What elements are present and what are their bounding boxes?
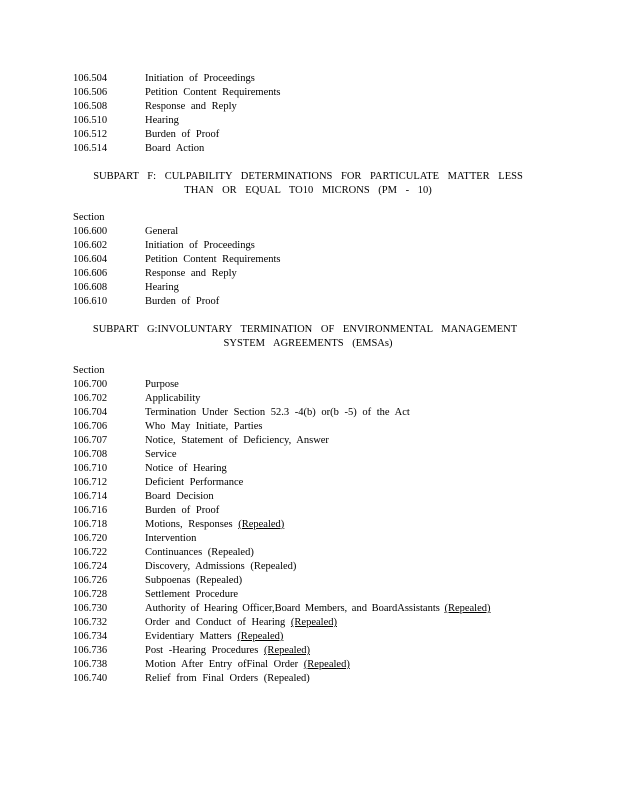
section-number: 106.710 — [73, 463, 108, 474]
section-title: Post -Hearing Procedures (Repealed) — [145, 645, 310, 656]
section-title: Response and Reply — [145, 101, 237, 112]
section-title: Purpose — [145, 379, 179, 390]
section-title: Relief from Final Orders (Repealed) — [145, 673, 310, 684]
section-number: 106.736 — [73, 645, 108, 656]
section-title: Burden of Proof — [145, 129, 220, 140]
section-title: Notice of Hearing — [145, 463, 227, 474]
repealed-marker: (Repealed) — [290, 617, 337, 628]
section-title: Intervention — [145, 533, 197, 544]
section-number: 106.512 — [73, 129, 108, 140]
section-number: 106.510 — [73, 115, 108, 126]
repealed-marker: (Repealed) — [303, 659, 350, 670]
section-title: Board Decision — [145, 491, 214, 502]
section-title: Continuances (Repealed) — [145, 547, 254, 558]
subpart-g-heading-line1: SUBPART G:INVOLUNTARY TERMINATION OF ENVIRONMENTAL MANAGEMENT — [92, 324, 518, 335]
section-title: Response and Reply — [145, 268, 237, 279]
section-number: 106.707 — [73, 435, 108, 446]
subpart-f-heading-line2: THAN OR EQUAL TO10 MICRONS (PM - 10) — [184, 185, 432, 196]
section-title: Discovery, Admissions (Repealed) — [145, 561, 297, 572]
section-label: Section — [73, 365, 105, 376]
section-number: 106.734 — [73, 631, 108, 642]
section-title: Subpoenas (Repealed) — [145, 575, 243, 586]
repealed-marker: (Repealed) — [237, 631, 284, 642]
section-number: 106.730 — [73, 603, 108, 614]
section-title: Motion After Entry ofFinal Order (Repealed) — [145, 659, 350, 670]
subpart-f-heading-line1: SUBPART F: CULPABILITY DETERMINATIONS FOR PARTICULATE MATTER LESS — [93, 171, 523, 182]
section-title: Board Action — [145, 143, 205, 154]
section-title: Hearing — [145, 115, 179, 126]
section-number: 106.704 — [73, 407, 108, 418]
section-number: 106.602 — [73, 240, 108, 251]
section-number: 106.712 — [73, 477, 108, 488]
section-title: Order and Conduct of Hearing (Repealed) — [145, 617, 337, 628]
subpart-g-heading-line2: SYSTEM AGREEMENTS (EMSAs) — [223, 338, 393, 349]
section-title: Termination Under Section 52.3 -4(b) or(b -5) of the Act — [145, 407, 410, 418]
section-number: 106.708 — [73, 449, 108, 460]
section-number: 106.506 — [73, 87, 108, 98]
repealed-marker: (Repealed) — [263, 645, 310, 656]
section-title: General — [145, 226, 179, 237]
section-number: 106.508 — [73, 101, 108, 112]
section-number: 106.740 — [73, 673, 108, 684]
section-number: 106.732 — [73, 617, 108, 628]
section-title: Motions, Responses (Repealed) — [145, 519, 285, 530]
section-title: Authority of Hearing Officer,Board Members, and BoardAssistants (Repealed) — [145, 603, 491, 614]
section-title: Initiation of Proceedings — [145, 240, 255, 251]
section-number: 106.610 — [73, 296, 108, 307]
section-label: Section — [73, 212, 105, 223]
section-number: 106.722 — [73, 547, 108, 558]
section-number: 106.728 — [73, 589, 108, 600]
section-number: 106.716 — [73, 505, 108, 516]
section-title: Petition Content Requirements — [145, 87, 281, 98]
section-title: Evidentiary Matters (Repealed) — [145, 631, 284, 642]
section-title: Burden of Proof — [145, 296, 220, 307]
section-title: Petition Content Requirements — [145, 254, 281, 265]
section-number: 106.726 — [73, 575, 108, 586]
section-number: 106.720 — [73, 533, 108, 544]
section-number: 106.702 — [73, 393, 108, 404]
section-title: Initiation of Proceedings — [145, 73, 255, 84]
section-number: 106.600 — [73, 226, 108, 237]
section-title: Settlement Procedure — [145, 589, 239, 600]
repealed-marker: (Repealed) — [444, 603, 491, 614]
section-number: 106.714 — [73, 491, 108, 502]
section-number: 106.606 — [73, 268, 108, 279]
section-number: 106.504 — [73, 73, 108, 84]
section-title: Deficient Performance — [145, 477, 244, 488]
section-number: 106.514 — [73, 143, 108, 154]
section-number: 106.700 — [73, 379, 108, 390]
section-title: Hearing — [145, 282, 179, 293]
section-title: Applicability — [145, 393, 201, 404]
repealed-marker: (Repealed) — [238, 519, 285, 530]
section-number: 106.604 — [73, 254, 108, 265]
section-title: Who May Initiate, Parties — [145, 421, 263, 432]
section-title: Notice, Statement of Deficiency, Answer — [145, 435, 329, 446]
section-number: 106.738 — [73, 659, 108, 670]
section-title: Burden of Proof — [145, 505, 220, 516]
section-number: 106.724 — [73, 561, 108, 572]
section-number: 106.706 — [73, 421, 108, 432]
section-number: 106.718 — [73, 519, 108, 530]
section-title: Service — [145, 449, 177, 460]
section-number: 106.608 — [73, 282, 108, 293]
